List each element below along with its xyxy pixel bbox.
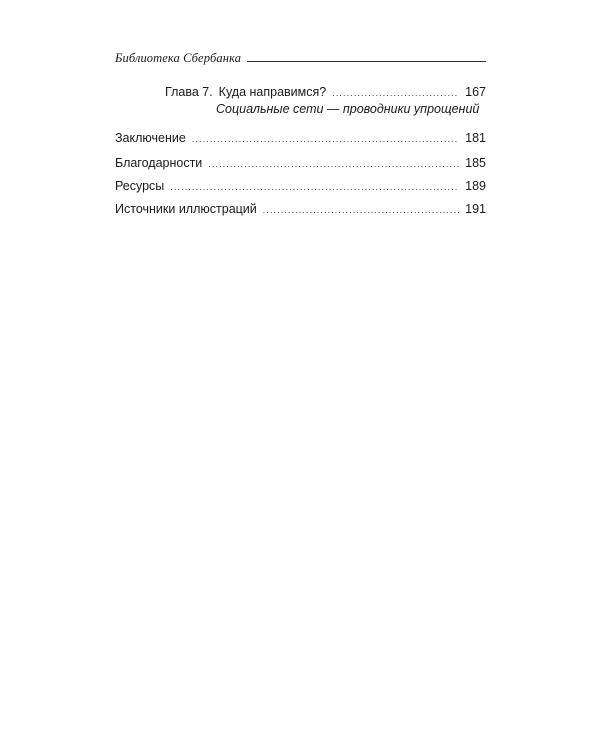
toc-entry-label: Источники иллюстраций — [115, 202, 257, 216]
toc-entry-resources[interactable] — [115, 178, 486, 195]
toc-entry-label: Заключение — [115, 131, 186, 145]
running-header — [115, 49, 486, 65]
chapter-page-number: 167 — [465, 85, 486, 99]
dot-leader — [170, 179, 459, 195]
toc-entry-label: Благодарности — [115, 156, 203, 170]
toc-entry-page: 181 — [465, 131, 486, 145]
chapter-title: Куда направимся? — [218, 85, 327, 99]
chapter-subtitle: Социальные сети — проводники упрощений — [216, 102, 480, 116]
toc-entry-page: 191 — [465, 202, 486, 216]
dot-leader — [192, 131, 459, 147]
toc-chapter-7[interactable] — [165, 84, 486, 101]
toc-entry-label: Ресурсы — [115, 179, 165, 193]
toc-entry-conclusion[interactable] — [115, 130, 486, 147]
toc-entry-page: 189 — [465, 179, 486, 193]
dot-leader — [208, 156, 459, 172]
toc-entry-page: 185 — [465, 156, 486, 170]
header-rule — [247, 61, 486, 62]
dot-leader — [263, 202, 459, 218]
toc-entry-illustration-sources[interactable] — [115, 201, 486, 218]
dot-leader — [332, 85, 459, 101]
toc-entry-acknowledgements[interactable] — [115, 155, 486, 172]
running-header-title: Библиотека Сбербанка — [115, 51, 242, 65]
chapter-number: Глава 7. — [165, 85, 213, 99]
